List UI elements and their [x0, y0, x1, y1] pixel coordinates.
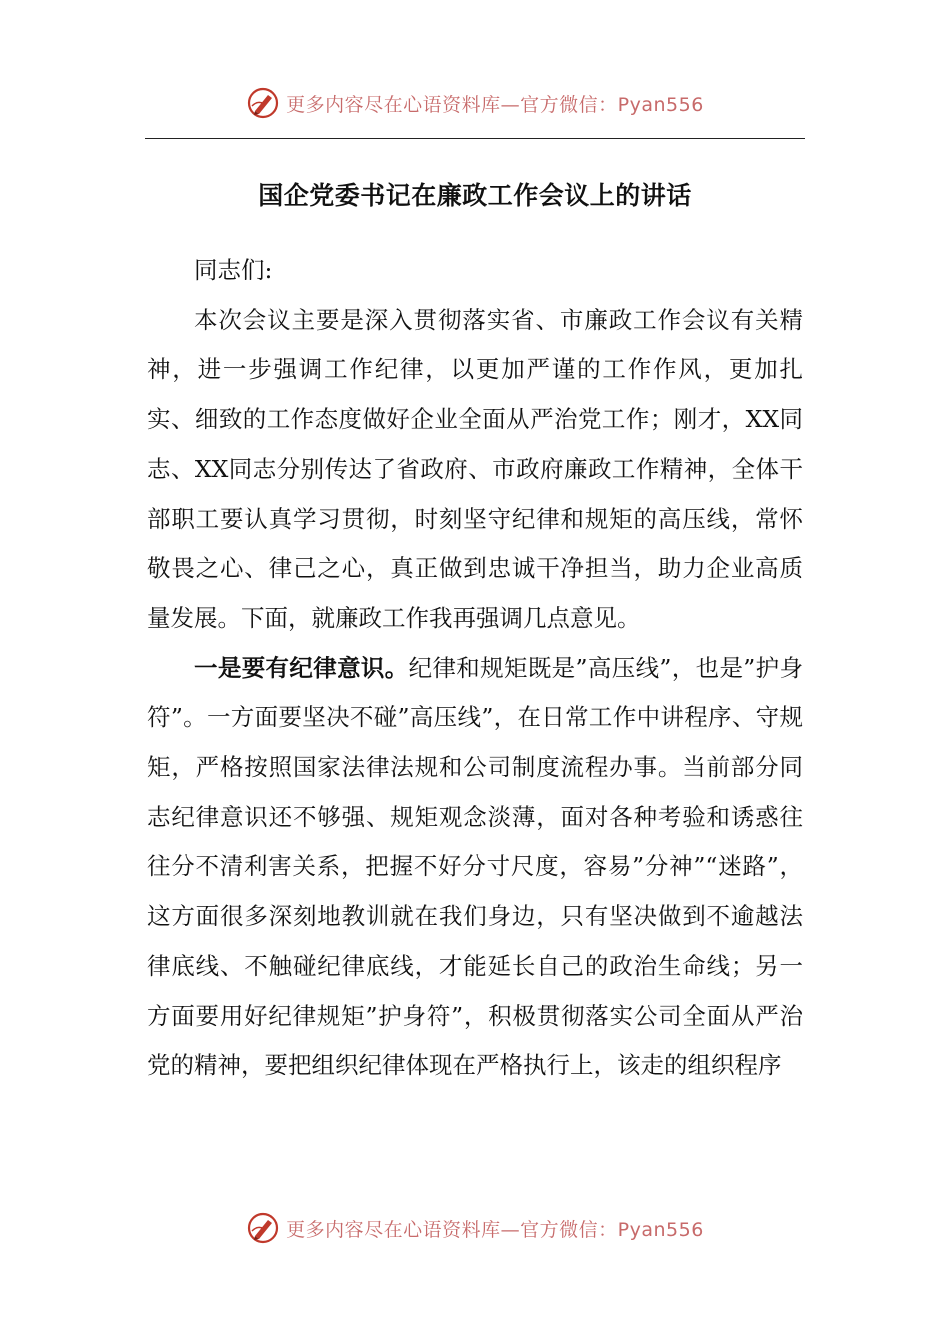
- paragraph-2-body: 纪律和规矩既是”高压线”，也是”护身符”。一方面要坚决不碰”高压线”，在日常工作中讲程序、守规矩，严格按照国家法律法规和公司制度流程办事。当前部分同志纪律意识还不够强、规矩观念淡薄，面对各种考验和诱惑往往分不清利害关系，把握不好分寸尺度，容易”分神”“迷路”，这方面很多深刻地教训就在我们身边，只有坚决做到不逾越法律底线、不触碰纪律底线，才能延长自己的政治生命线；另一方面要用好纪律规矩”护身符”，积极贯彻落实公司全面从严治党的精神，要把组织纪律体现在严格执行上，该走的组织程序: [147, 653, 804, 1080]
- paragraph-2-lead: 一是要有纪律意识。: [194, 653, 409, 682]
- paragraph-1: 本次会议主要是深入贯彻落实省、市廉政工作会议有关精神，进一步强调工作纪律，以更加严谨的工作作风，更加扎实、细致的工作态度做好企业全面从严治党工作；刚才，XX同志、XX同志分别传达了省政府、市政府廉政工作精神，全体干部职工要认真学习贯彻，时刻坚守纪律和规矩的高压线，常怀敬畏之心、律己之心，真正做到忠诚干净担当，助力企业高质量发展。下面，就廉政工作我再强调几点意见。: [147, 305, 803, 632]
- watermark-text: 更多内容尽在心语资料库—官方微信：Pyan556: [286, 93, 704, 116]
- wechat-id: Pyan556: [617, 93, 704, 116]
- header-watermark: [0, 83, 950, 123]
- document-title: 国企党委书记在廉政工作会议上的讲话: [258, 181, 692, 210]
- watermark-text: 更多内容尽在心语资料库—官方微信：Pyan556: [286, 1218, 704, 1241]
- pen-logo-icon: [246, 86, 280, 120]
- paragraph-2: [147, 644, 803, 1091]
- footer-watermark: [0, 1208, 950, 1248]
- header-divider: [145, 138, 805, 139]
- document-body: [147, 246, 803, 1091]
- greeting: 同志们:: [194, 256, 273, 284]
- pen-logo-icon: [246, 1211, 280, 1245]
- wechat-id: Pyan556: [617, 1218, 704, 1241]
